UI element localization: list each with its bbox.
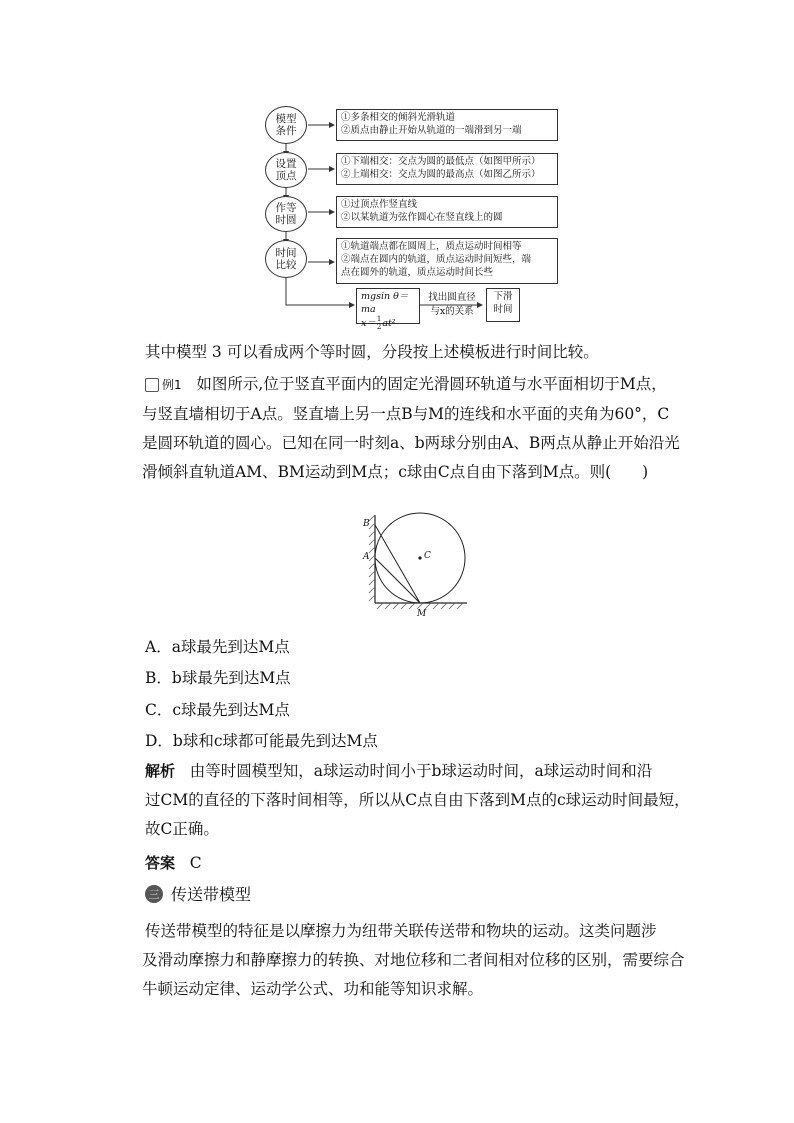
flow-node-draw-circle: 作等时圆 xyxy=(265,196,307,232)
example-icon xyxy=(145,378,159,392)
analysis-label: 解析 xyxy=(145,762,176,780)
label-a: A xyxy=(363,552,370,562)
answer-label: 答案 xyxy=(145,854,176,872)
section-number-icon: 三 xyxy=(145,885,163,903)
flow-box-draw-circle: ①过顶点作竖直线 ②以某轨道为弦作圆心在竖直线上的圆 xyxy=(336,196,558,228)
analysis-section: 解析 由等时圆模型知，a球运动时间小于b球运动时间，a球运动时间和沿 过CM的直径的下落时间相等，所以从C点自由下落到M点的c球运动时间最短， 故C正确。 xyxy=(145,757,665,844)
label-m: M xyxy=(417,609,427,619)
flow-node-compare-time: 时间比较 xyxy=(265,240,307,278)
label-c: C xyxy=(424,551,431,561)
track-bm xyxy=(375,525,420,603)
circle-track-diagram xyxy=(355,505,475,625)
flow-node-model-conditions: 模型条件 xyxy=(265,106,307,144)
flow-box-model-conditions: ①多条相交的倾斜光滑轨道 ②质点由静止开始从轨道的一端滑到另一端 xyxy=(336,109,558,141)
flow-formula-box: mgsin θ＝ma x＝ 1 2 at² xyxy=(356,288,420,324)
option-c: C．c球最先到达M点 xyxy=(145,701,290,719)
example-problem: 例1 如图所示,位于竖直平面内的固定光滑圆环轨道与水平面相切于M点， 与竖直墙相切于A点。竖直墙上另一点B与M的连线和水平面的夹角为60°，C 是圆环轨道的圆心。已知在同一时刻a、b两球分别由A、B两点从静止开始沿光 滑倾斜直轨道AM、BM运动到M点；c球由C点自由下落到M点。则( ) xyxy=(145,370,665,487)
example-tag: 例1 xyxy=(162,378,182,392)
flow-result-box: 下滑 时间 xyxy=(486,288,520,322)
flow-box-set-vertex: ①下端相交：交点为圆的最低点（如图甲所示） ②上端相交：交点为圆的最高点（如图乙所示） xyxy=(336,153,558,185)
circle-track-figure xyxy=(355,505,475,625)
section-paragraph: 传送带模型的特征是以摩擦力为纽带关联传送带和物块的运动。这类问题涉 及滑动摩擦力和静摩擦力的转换、对地位移和二者间相对位移的区别，需要综合 牛顿运动定律、运动学公式、功和能等知识求解。 xyxy=(142,922,685,998)
answer-line xyxy=(145,852,202,873)
center-point-c xyxy=(418,556,421,559)
model-flowchart xyxy=(260,100,560,330)
analysis-first-line: 解析 由等时圆模型知，a球运动时间小于b球运动时间，a球运动时间和沿 xyxy=(145,762,653,780)
flow-box-compare-time: ①轨道端点都在圆周上，质点运动时间相等 ②端点在圆内的轨道，质点运动时间短些，端 点在圆外的轨道，质点运动时间长些 xyxy=(336,238,558,284)
answer-value: C xyxy=(189,854,202,872)
flow-node-set-vertex: 设置顶点 xyxy=(265,152,307,188)
option-a: A．a球最先到达M点 xyxy=(145,638,290,656)
example-first-line: 例1 如图所示,位于竖直平面内的固定光滑圆环轨道与水平面相切于M点， xyxy=(145,370,665,400)
section-header xyxy=(145,882,251,905)
intro-paragraph: 其中模型 3 可以看成两个等时圆，分段按上述模板进行时间比较。 xyxy=(145,343,599,361)
flow-arrow-label: 找出圆直径 与x的关系 xyxy=(428,292,476,317)
label-b: B xyxy=(363,519,370,529)
option-b: B．b球最先到达M点 xyxy=(145,669,291,687)
option-d: D．b球和c球都可能最先到达M点 xyxy=(145,732,378,750)
section-title: 传送带模型 xyxy=(171,885,252,904)
formula-line2: x＝ 1 2 at² xyxy=(361,315,396,331)
fraction: 1 2 xyxy=(376,315,382,331)
